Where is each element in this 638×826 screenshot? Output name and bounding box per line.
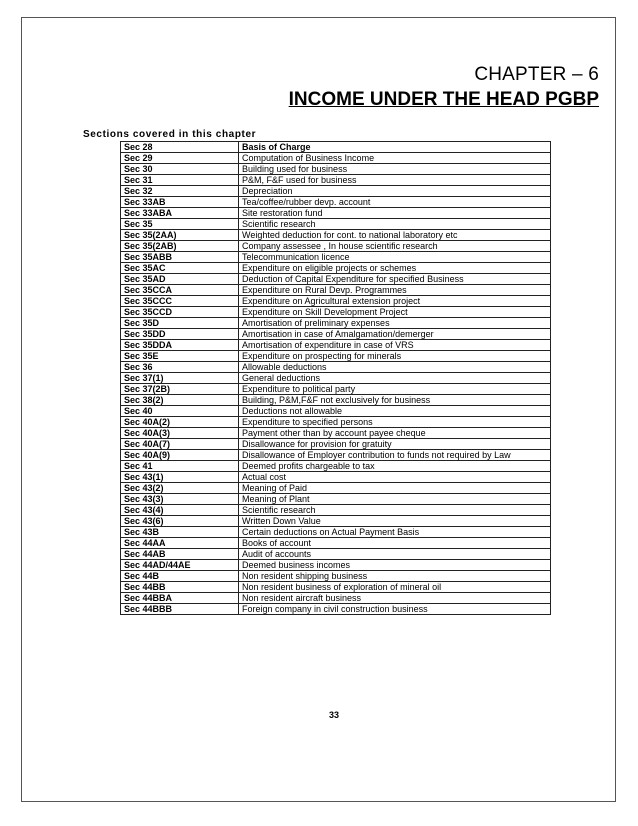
section-cell: Sec 44AA — [121, 538, 239, 549]
section-cell: Sec 35 — [121, 219, 239, 230]
basis-cell: Expenditure to political party — [239, 384, 551, 395]
table-row — [121, 483, 551, 494]
section-cell: Sec 29 — [121, 153, 239, 164]
chapter-title: INCOME UNDER THE HEAD PGBP — [288, 89, 599, 110]
table-row — [121, 538, 551, 549]
section-cell: Sec 40A(9) — [121, 450, 239, 461]
table-row — [121, 527, 551, 538]
basis-cell: Certain deductions on Actual Payment Basis — [239, 527, 551, 538]
table-row — [121, 274, 551, 285]
basis-cell: Expenditure to specified persons — [239, 417, 551, 428]
basis-cell: Amortisation in case of Amalgamation/demerger — [239, 329, 551, 340]
table-row — [121, 395, 551, 406]
basis-cell: Tea/coffee/rubber devp. account — [239, 197, 551, 208]
table-row — [121, 230, 551, 241]
table-row — [121, 373, 551, 384]
basis-cell: Meaning of Paid — [239, 483, 551, 494]
table-row — [121, 197, 551, 208]
table-row — [121, 472, 551, 483]
basis-cell: Books of account — [239, 538, 551, 549]
basis-cell: Foreign company in civil construction business — [239, 604, 551, 615]
section-cell: Sec 37(1) — [121, 373, 239, 384]
table-row — [121, 461, 551, 472]
basis-cell: Disallowance for provision for gratuity — [239, 439, 551, 450]
table-row — [121, 450, 551, 461]
table-row — [121, 252, 551, 263]
basis-cell: Expenditure on Agricultural extension project — [239, 296, 551, 307]
table-row — [121, 351, 551, 362]
table-row — [121, 285, 551, 296]
table-row — [121, 505, 551, 516]
section-cell: Sec 35DDA — [121, 340, 239, 351]
basis-cell: Deemed profits chargeable to tax — [239, 461, 551, 472]
section-cell: Sec 36 — [121, 362, 239, 373]
basis-cell: Actual cost — [239, 472, 551, 483]
basis-cell: Expenditure on eligible projects or schemes — [239, 263, 551, 274]
basis-cell: Non resident business of exploration of mineral oil — [239, 582, 551, 593]
table-row — [121, 571, 551, 582]
basis-cell: Site restoration fund — [239, 208, 551, 219]
basis-cell: Disallowance of Employer contribution to funds not required by Law — [239, 450, 551, 461]
table-row — [121, 549, 551, 560]
table-row — [121, 340, 551, 351]
section-cell: Sec 35(2AB) — [121, 241, 239, 252]
section-cell: Sec 35CCA — [121, 285, 239, 296]
table-row — [121, 329, 551, 340]
basis-cell: Depreciation — [239, 186, 551, 197]
section-cell: Sec 35AC — [121, 263, 239, 274]
section-cell: Sec 43(4) — [121, 505, 239, 516]
section-cell: Sec 38(2) — [121, 395, 239, 406]
basis-cell: P&M, F&F used for business — [239, 175, 551, 186]
section-cell: Sec 40 — [121, 406, 239, 417]
section-cell: Sec 44AB — [121, 549, 239, 560]
sections-table-body — [121, 142, 551, 615]
section-cell: Sec 35DD — [121, 329, 239, 340]
basis-cell: Amortisation of preliminary expenses — [239, 318, 551, 329]
basis-cell: Meaning of Plant — [239, 494, 551, 505]
section-cell: Sec 32 — [121, 186, 239, 197]
chapter-number: CHAPTER – 6 — [474, 64, 599, 85]
basis-cell: Allowable deductions — [239, 362, 551, 373]
page-number: 33 — [329, 710, 340, 720]
section-cell: Sec 37(2B) — [121, 384, 239, 395]
section-cell: Sec 31 — [121, 175, 239, 186]
basis-cell: Telecommunication licence — [239, 252, 551, 263]
basis-cell: Payment other than by account payee cheque — [239, 428, 551, 439]
section-cell: Sec 44BBA — [121, 593, 239, 604]
section-cell: Sec 43(6) — [121, 516, 239, 527]
basis-cell: Deductions not allowable — [239, 406, 551, 417]
table-row — [121, 153, 551, 164]
table-header-row — [121, 142, 551, 153]
basis-cell: General deductions — [239, 373, 551, 384]
section-cell: Sec 43(3) — [121, 494, 239, 505]
section-cell: Sec 44AD/44AE — [121, 560, 239, 571]
basis-cell: Deemed business incomes — [239, 560, 551, 571]
section-cell: Sec 35AD — [121, 274, 239, 285]
section-cell: Sec 35ABB — [121, 252, 239, 263]
table-row — [121, 516, 551, 527]
section-cell: Sec 40A(2) — [121, 417, 239, 428]
basis-cell: Weighted deduction for cont. to national laboratory etc — [239, 230, 551, 241]
basis-cell: Scientific research — [239, 219, 551, 230]
table-row — [121, 417, 551, 428]
table-row — [121, 494, 551, 505]
section-cell: Sec 44B — [121, 571, 239, 582]
table-row — [121, 318, 551, 329]
table-row — [121, 186, 551, 197]
basis-cell: Deduction of Capital Expenditure for specified Business — [239, 274, 551, 285]
basis-cell: Expenditure on Rural Devp. Programmes — [239, 285, 551, 296]
table-row — [121, 406, 551, 417]
section-cell: Sec 44BBB — [121, 604, 239, 615]
basis-cell: Non resident aircraft business — [239, 593, 551, 604]
table-row — [121, 296, 551, 307]
table-row — [121, 593, 551, 604]
basis-cell: Audit of accounts — [239, 549, 551, 560]
section-cell: Sec 43B — [121, 527, 239, 538]
section-cell: Sec 44BB — [121, 582, 239, 593]
table-row — [121, 384, 551, 395]
basis-cell: Non resident shipping business — [239, 571, 551, 582]
table-row — [121, 164, 551, 175]
table-row — [121, 175, 551, 186]
sections-caption: Sections covered in this chapter — [83, 129, 257, 140]
section-cell: Sec 33AB — [121, 197, 239, 208]
section-cell: Sec 35CCD — [121, 307, 239, 318]
section-cell: Sec 35(2AA) — [121, 230, 239, 241]
table-row — [121, 582, 551, 593]
basis-cell: Expenditure on Skill Development Project — [239, 307, 551, 318]
section-cell: Sec 41 — [121, 461, 239, 472]
basis-cell: Amortisation of expenditure in case of VRS — [239, 340, 551, 351]
header-basis-cell: Basis of Charge — [239, 142, 551, 153]
section-cell: Sec 35D — [121, 318, 239, 329]
table-row — [121, 428, 551, 439]
section-cell: Sec 43(2) — [121, 483, 239, 494]
table-row — [121, 604, 551, 615]
header-section-cell: Sec 28 — [121, 142, 239, 153]
table-row — [121, 208, 551, 219]
basis-cell: Expenditure on prospecting for minerals — [239, 351, 551, 362]
section-cell: Sec 35E — [121, 351, 239, 362]
table-row — [121, 362, 551, 373]
table-row — [121, 263, 551, 274]
section-cell: Sec 43(1) — [121, 472, 239, 483]
section-cell: Sec 33ABA — [121, 208, 239, 219]
basis-cell: Building used for business — [239, 164, 551, 175]
table-row — [121, 241, 551, 252]
section-cell: Sec 35CCC — [121, 296, 239, 307]
section-cell: Sec 40A(3) — [121, 428, 239, 439]
basis-cell: Company assessee , In house scientific research — [239, 241, 551, 252]
basis-cell: Written Down Value — [239, 516, 551, 527]
table-row — [121, 439, 551, 450]
table-row — [121, 560, 551, 571]
table-row — [121, 219, 551, 230]
table-row — [121, 307, 551, 318]
basis-cell: Building, P&M,F&F not exclusively for business — [239, 395, 551, 406]
section-cell: Sec 30 — [121, 164, 239, 175]
basis-cell: Computation of Business Income — [239, 153, 551, 164]
basis-cell: Scientific research — [239, 505, 551, 516]
sections-table — [120, 141, 551, 615]
section-cell: Sec 40A(7) — [121, 439, 239, 450]
